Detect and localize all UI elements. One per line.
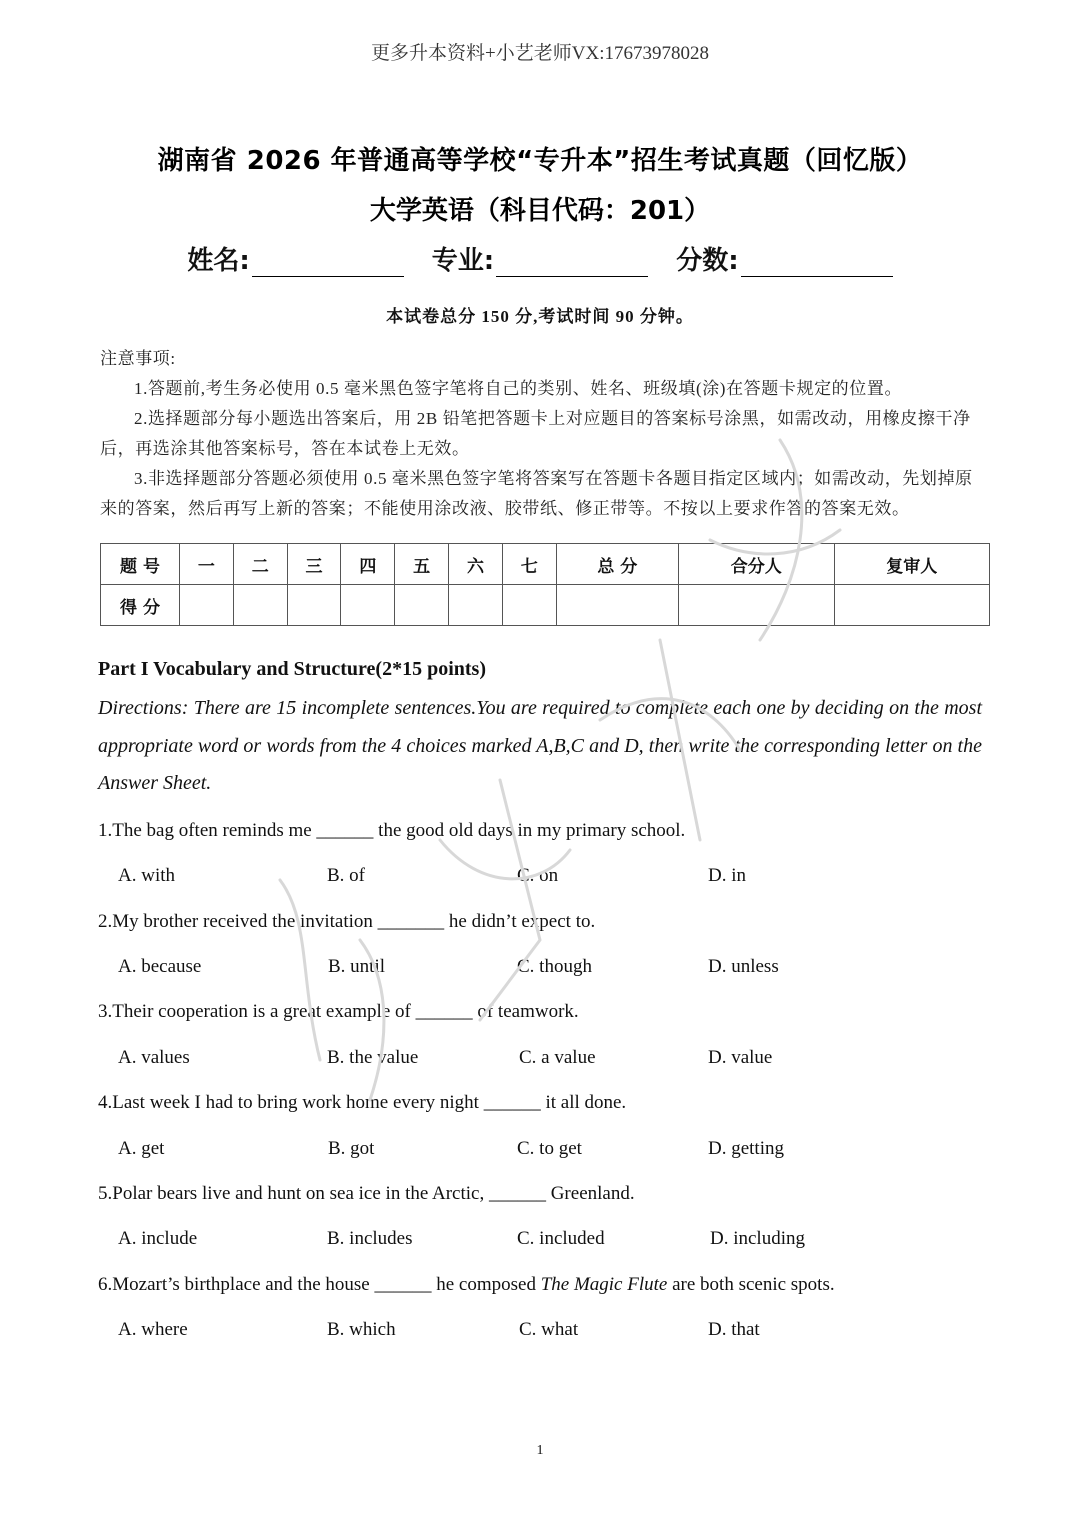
score-cell[interactable] [180,585,234,626]
question-stem: 4.Last week I had to bring work home every night ______ it all done. [98,1092,627,1113]
score-table [100,543,990,626]
option-c: C. a value [519,1047,596,1068]
score-cell[interactable] [502,585,556,626]
score-label: 分数: [676,246,739,276]
table-header-cell: 总 分 [556,544,678,585]
option-b: B. includes [327,1228,413,1249]
table-header-cell: 合分人 [679,544,834,585]
table-header-cell: 题 号 [101,544,180,585]
table-header-cell: 复审人 [834,544,990,585]
option-d: D. that [708,1319,760,1340]
score-cell[interactable] [834,585,990,626]
table-header-cell: 五 [395,544,449,585]
table-header-cell: 四 [341,544,395,585]
question-stem-post: are both scenic spots. [667,1274,835,1295]
directions: Directions: There are 15 incomplete sentences.You are required to complete each one by deciding on the most appropriate word or words from the 4 choices marked A,B,C and D, then write the corresponding letter on the Answer Sheet. [98,697,982,794]
question-stem: 5.Polar bears live and hunt on sea ice in the Arctic, ______ Greenland. [98,1183,635,1204]
option-a: A. because [118,956,202,977]
option-b: B. the value [327,1047,419,1068]
name-label: 姓名: [187,246,250,276]
name-field [187,240,403,277]
question-stem: 2.My brother received the invitation _______ he didn’t expect to. [98,911,596,932]
major-label: 专业: [431,246,495,276]
option-a: A. where [118,1319,188,1340]
header-note: 更多升本资料+小艺老师VX:17673978028 [371,43,709,64]
option-c: C. on [517,865,559,886]
exam-subtitle: 大学英语（科目代码：201） [369,196,711,226]
score-cell[interactable] [449,585,503,626]
option-c: C. to get [517,1138,582,1159]
table-header-cell: 二 [233,544,287,585]
option-a: A. with [118,865,175,886]
table-header-cell: 六 [449,544,503,585]
notes-heading: 注意事项: [100,349,176,368]
score-table-score-row [101,585,990,626]
note-item: 2.选择题部分每小题选出答案后，用 2B 铅笔把答题卡上对应题目的答案标号涂黑，如需改动，用橡皮擦干净后，再选涂其他答案标号，答在本试卷上无效。 [100,409,971,458]
score-cell[interactable] [679,585,834,626]
exam-title: 湖南省 2026 年普通高等学校“专升本”招生考试真题（回忆版） [157,146,923,176]
option-d: D. value [708,1047,773,1068]
score-cell[interactable] [395,585,449,626]
question-stem [98,1274,835,1296]
option-d: D. getting [708,1138,784,1159]
table-header-cell: 七 [502,544,556,585]
part-title: Part I Vocabulary and Structure(2*15 points) [98,658,486,680]
work-title: The Magic Flute [540,1274,668,1295]
option-d: D. in [708,865,746,886]
major-field [432,240,648,277]
score-cell[interactable] [287,585,341,626]
option-b: B. got [328,1138,375,1159]
option-a: A. include [118,1228,198,1249]
option-c: C. though [517,956,592,977]
option-c: C. what [519,1319,579,1340]
option-b: B. of [327,865,365,886]
table-header-cell: 三 [287,544,341,585]
question-stem-pre: 6.Mozart’s birthplace and the house ______ he composed [98,1274,541,1295]
option-b: B. which [327,1319,396,1340]
option-d: D. including [710,1228,805,1249]
score-cell[interactable] [233,585,287,626]
notes-section [100,344,982,524]
option-d: D. unless [708,956,779,977]
score-blank [741,248,893,277]
score-table-header-row [101,544,990,585]
question-stem: 1.The bag often reminds me ______ the good old days in my primary school. [98,820,686,841]
note-item: 3.非选择题部分答题必须使用 0.5 毫米黑色签字笔将答案写在答题卡各题目指定区域内；如需改动，先划掉原来的答案，然后再写上新的答案；不能使用涂改液、胶带纸、修正带等。不按以上要求作答的答案无效。 [100,469,973,518]
option-a: A. get [118,1138,165,1159]
major-blank [496,248,648,277]
score-field [676,240,892,277]
page-number: 1 [536,1443,544,1458]
table-header-cell: 一 [180,544,234,585]
score-cell[interactable] [341,585,395,626]
table-row-label: 得 分 [101,585,180,626]
name-blank [252,248,404,277]
option-c: C. included [517,1228,605,1249]
exam-info: 本试卷总分 150 分,考试时间 90 分钟。 [386,307,694,326]
student-info-fields [0,240,1080,277]
note-item: 1.答题前,考生务必使用 0.5 毫米黑色签字笔将自己的类别、姓名、班级填(涂)在答题卡规定的位置。 [134,379,903,398]
score-cell[interactable] [556,585,678,626]
option-a: A. values [118,1047,190,1068]
question-stem: 3.Their cooperation is a great example of ______ of teamwork. [98,1001,579,1022]
option-b: B. until [328,956,386,977]
